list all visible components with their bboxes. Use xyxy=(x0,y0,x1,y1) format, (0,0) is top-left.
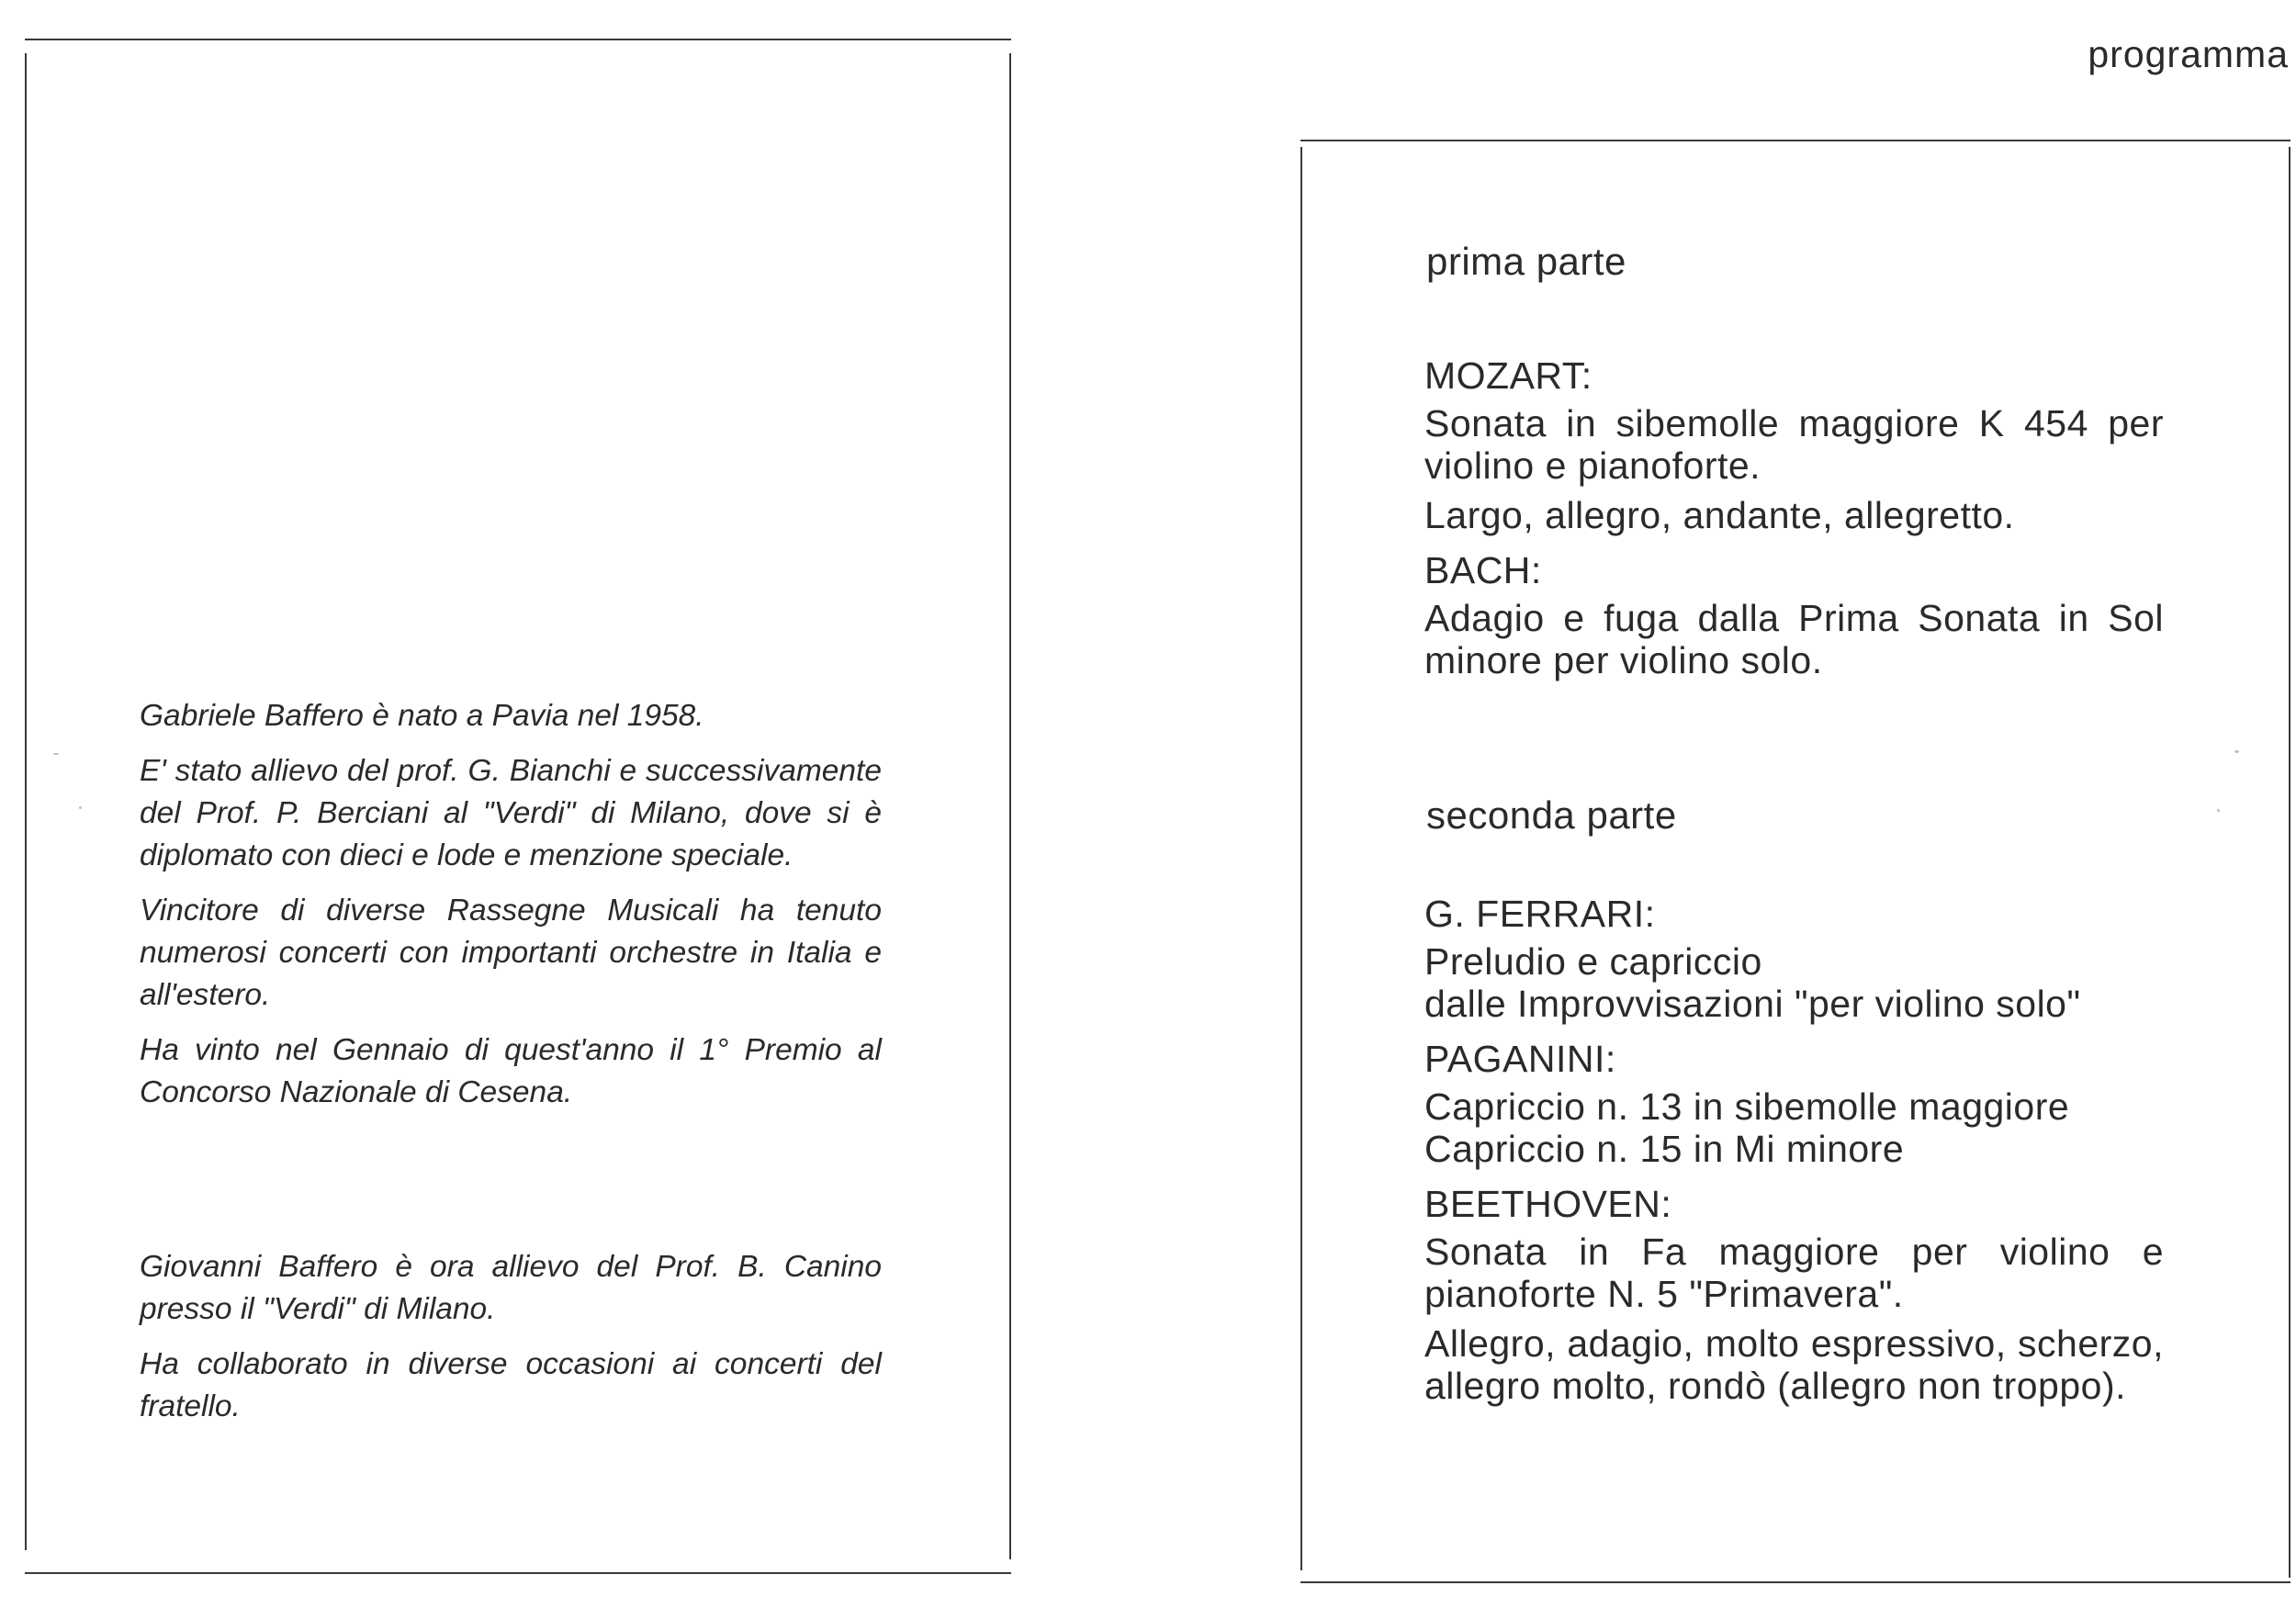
program-entry xyxy=(1424,893,2164,1025)
part-one-title: prima parte xyxy=(1426,240,1626,283)
bio-paragraph: E' stato allievo del prof. G. Bianchi e successivamente del Prof. P. Berciani al "Verdi" di Milano, dove si è diplomato con dieci e lode e menzione speciale. xyxy=(140,754,882,872)
bio-paragraph: Vincitore di diverse Rassegne Musicali ha tenuto numerosi concerti con importanti orchestre in Italia e all'estero. xyxy=(140,894,882,1012)
composer-name: G. FERRARI: xyxy=(1424,893,1656,935)
work-line: Sonata in Fa maggiore per violino e pianoforte N. 5 "Primavera". xyxy=(1424,1231,2164,1315)
bio-gabriele xyxy=(140,695,882,1127)
right-frame-rule xyxy=(1009,53,1011,1559)
composer-name: MOZART: xyxy=(1424,354,1593,397)
bio-paragraph: Giovanni Baffero è ora allievo del Prof. B. Canino presso il "Verdi" di Milano. xyxy=(140,1250,882,1326)
composer-name: PAGANINI: xyxy=(1424,1038,1616,1080)
work-line: dalle Improvvisazioni "per violino solo" xyxy=(1424,983,2081,1025)
program-entry xyxy=(1424,1183,2164,1407)
work-line: Allegro, adagio, molto espressivo, scherzo, allegro molto, rondò (allegro non troppo). xyxy=(1424,1322,2164,1407)
scan-speck xyxy=(79,806,82,809)
work-line: Preludio e capriccio xyxy=(1424,940,1762,983)
program-entry xyxy=(1424,354,2164,536)
bio-paragraph: Gabriele Baffero è nato a Pavia nel 1958. xyxy=(140,699,704,733)
programme-heading: programma xyxy=(2088,33,2289,75)
composer-name: BEETHOVEN: xyxy=(1424,1183,1672,1225)
part-two-program xyxy=(1424,893,2164,1420)
left-frame-rule xyxy=(25,53,27,1550)
bio-paragraph: Ha collaborato in diverse occasioni ai concerti del fratello. xyxy=(140,1347,882,1423)
work-line: Capriccio n. 15 in Mi minore xyxy=(1424,1128,1905,1170)
work-line: Largo, allegro, andante, allegretto. xyxy=(1424,494,2015,536)
scan-speck xyxy=(2234,750,2239,753)
work-line: Sonata in sibemolle maggiore K 454 per violino e pianoforte. xyxy=(1424,402,2164,487)
left-frame-rule xyxy=(1300,147,1302,1570)
part-two-title: seconda parte xyxy=(1426,793,1677,837)
work-line: Adagio e fuga dalla Prima Sonata in Sol minore per violino solo. xyxy=(1424,597,2164,681)
work-line: Capriccio n. 13 in sibemolle maggiore xyxy=(1424,1085,2070,1128)
bio-paragraph: Ha vinto nel Gennaio di quest'anno il 1° Premio al Concorso Nazionale di Cesena. xyxy=(140,1033,882,1109)
bio-giovanni xyxy=(140,1246,882,1441)
scan-speck xyxy=(2217,809,2220,812)
part-one-program xyxy=(1424,354,2164,694)
scan-speck xyxy=(53,753,59,755)
program-entry xyxy=(1424,1038,2164,1170)
program-entry xyxy=(1424,549,2164,681)
composer-name: BACH: xyxy=(1424,549,1542,591)
right-frame-rule xyxy=(2289,147,2290,1578)
